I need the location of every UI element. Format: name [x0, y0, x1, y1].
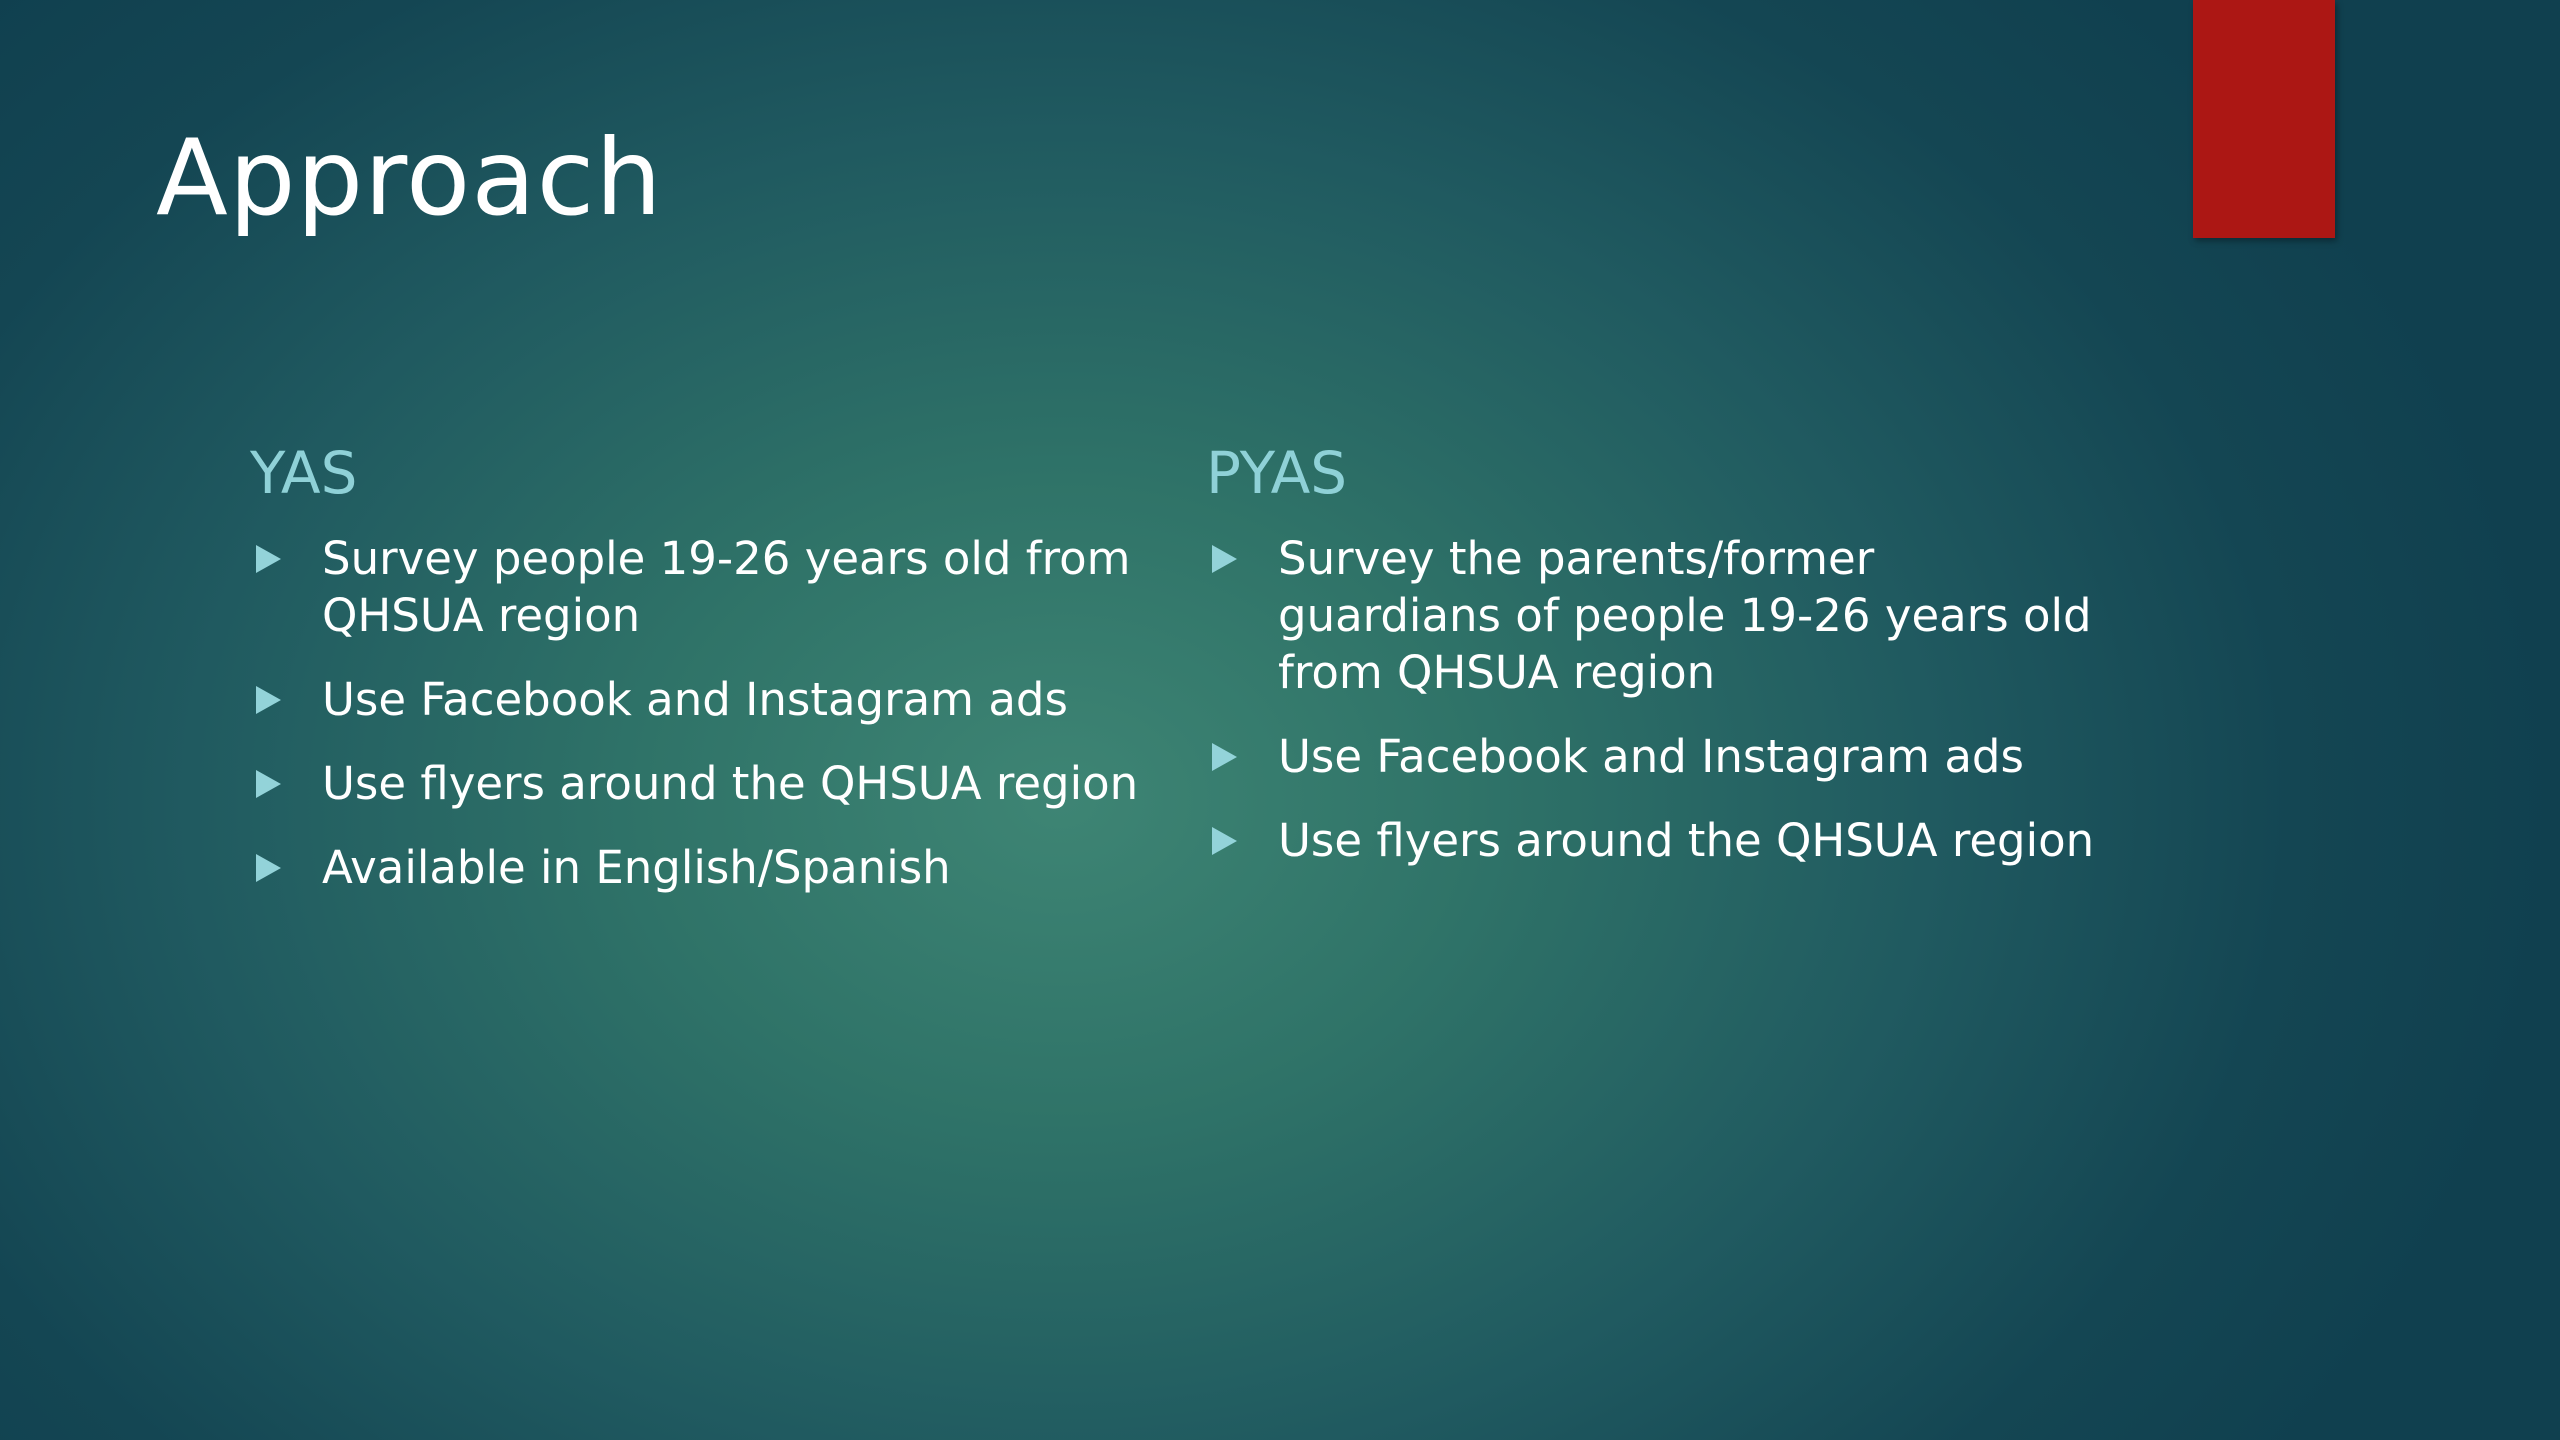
bullet-text: Use Facebook and Instagram ads — [322, 673, 1068, 726]
bullet-text: Survey the parents/former guardians of people 19-26 years old from QHSUA region — [1278, 532, 2092, 699]
bullet-text: Survey people 19-26 years old from QHSUA region — [322, 532, 1131, 642]
yas-column — [250, 438, 1150, 923]
pyas-bullet-list — [1206, 530, 2106, 869]
triangle-right-icon — [256, 854, 281, 882]
pyas-heading: PYAS — [1206, 439, 1348, 507]
bullet-text: Available in English/Spanish — [322, 841, 951, 894]
bullet-item — [250, 839, 1150, 896]
bullet-item — [1206, 530, 2106, 701]
bullet-item — [1206, 812, 2106, 869]
triangle-right-icon — [1212, 545, 1237, 573]
bullet-item — [250, 530, 1150, 644]
bullet-item — [250, 671, 1150, 728]
triangle-right-icon — [1212, 743, 1237, 771]
triangle-right-icon — [256, 686, 281, 714]
triangle-right-icon — [256, 545, 281, 573]
triangle-right-icon — [1212, 827, 1237, 855]
slide-title: Approach — [156, 117, 663, 239]
bullet-text: Use flyers around the QHSUA region — [1278, 814, 2095, 867]
accent-bar — [2193, 0, 2335, 238]
yas-heading: YAS — [250, 439, 358, 507]
bullet-text: Use Facebook and Instagram ads — [1278, 730, 2024, 783]
bullet-item — [1206, 728, 2106, 785]
bullet-text: Use flyers around the QHSUA region — [322, 757, 1139, 810]
pyas-column — [1206, 438, 2106, 896]
bullet-item — [250, 755, 1150, 812]
triangle-right-icon — [256, 770, 281, 798]
yas-bullet-list — [250, 530, 1150, 896]
